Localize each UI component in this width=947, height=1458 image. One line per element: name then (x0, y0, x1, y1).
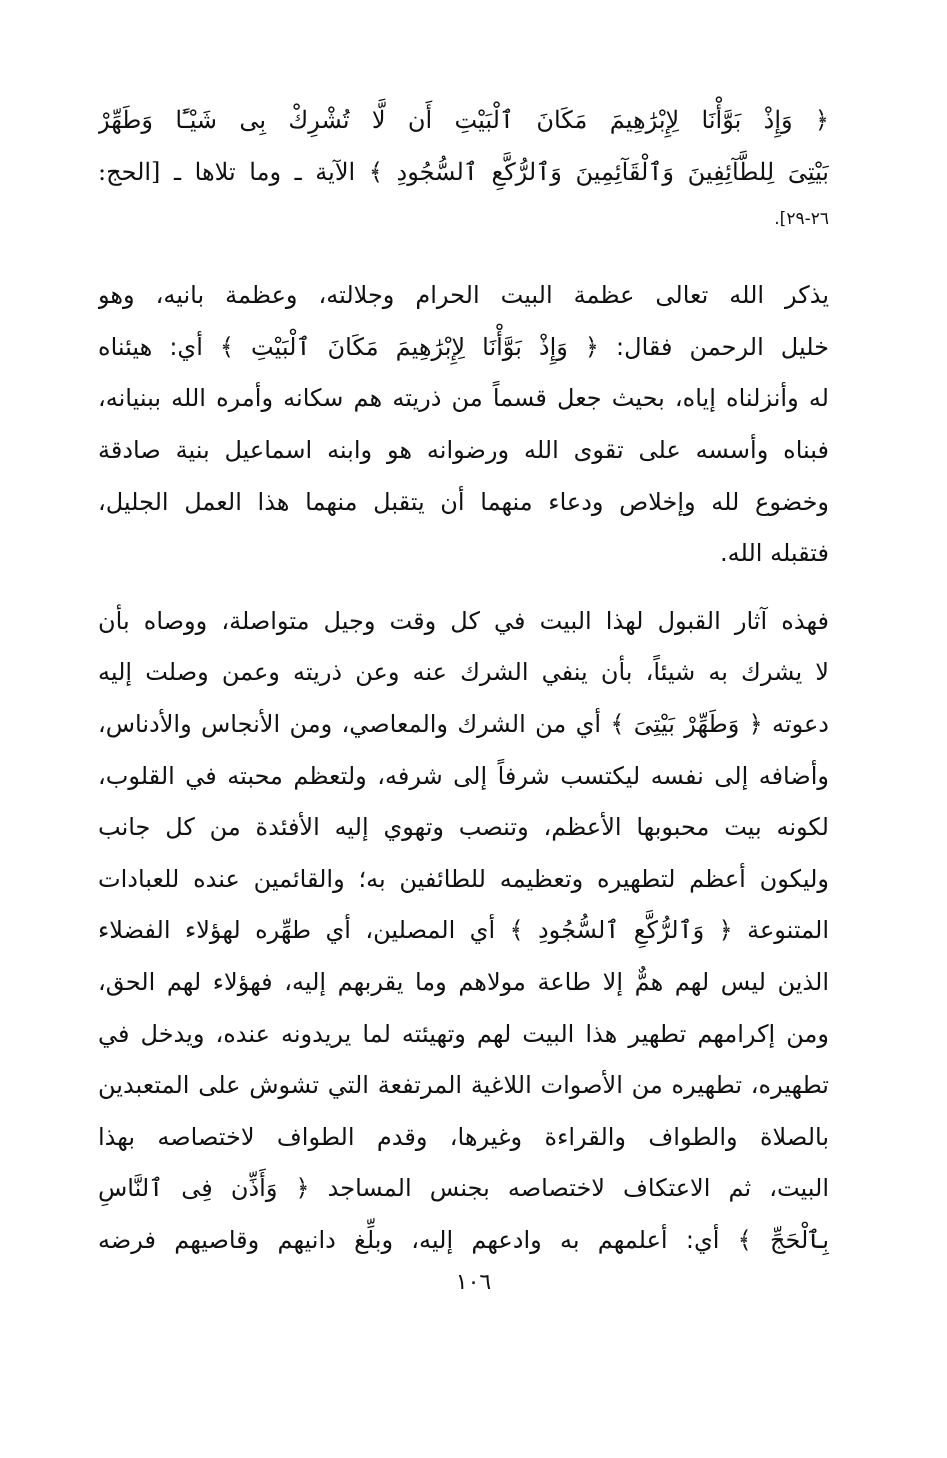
text-line: فهذه آثار القبول لهذا البيت في كل وقت وجيل متواصلة، ووصاه بأن (98, 606, 829, 635)
paragraph-1 (98, 270, 829, 580)
text-line: لكونه بيت محبوبها الأعظم، وتنصب وتهوي إليه الأفئدة من كل جانب (98, 813, 829, 842)
text-line: دعوته ﴿ وَطَهِّرْ بَيْتِىَ ﴾ أي من الشرك والمعاصي، ومن الأنجاس والأدناس، (98, 709, 829, 738)
page-number: ١٠٦ (455, 1270, 492, 1295)
text-line: ومن إكرامهم تطهير هذا البيت لهم وتهيئته لما يريدونه عنده، ويدخل في (98, 1019, 829, 1048)
text-line: بَيْتِىَ لِلطَّآئِفِينَ وَٱلْقَآئِمِينَ وَٱلرُّكَّعِ ٱلسُّجُودِ ﴾ الآية ـ وما تلاها ـ [الحج: (98, 157, 829, 186)
text-line: ﴿ وَإِذْ بَوَّأْنَا لِإِبْرَٰهِيمَ مَكَانَ ٱلْبَيْتِ أَن لَّا تُشْرِكْ بِى شَيْـًٔا وَطَهِّرْ (98, 106, 829, 134)
text-line: بالصلاة والطواف والقراءة وغيرها، وقدم الطواف لاختصاصه بهذا (98, 1122, 829, 1151)
quran-quote-block (98, 95, 829, 240)
text-line: يذكر الله تعالى عظمة البيت الحرام وجلالته، وعظمة بانيه، وهو (98, 281, 829, 310)
text-line: الذين ليس لهم همٌّ إلا طاعة مولاهم وما يقربهم إليه، فهؤلاء لهم الحق، (98, 967, 829, 996)
text-line: البيت، ثم الاعتكاف لاختصاصه بجنس المساجد ﴿ وَأَذِّن فِى ٱلنَّاسِ (98, 1174, 829, 1203)
text-line: فتقبله الله. (720, 539, 829, 568)
text-line: بِٱلْحَجِّ ﴾ أي: أعلمهم به وادعهم إليه، وبلِّغ دانيهم وقاصيهم فرضه (98, 1225, 829, 1254)
text-line: وليكون أعظم لتطهيره وتعظيمه للطائفين به؛ والقائمين عنده للعبادات (98, 864, 829, 893)
text-line: فبناه وأسسه على تقوى الله ورضوانه هو وابنه اسماعيل بنية صادقة (98, 435, 829, 464)
text-line: لا يشرك به شيئاً، بأن ينفي الشرك عنه وعن ذريته وعمن وصلت إليه (98, 658, 829, 687)
citation-line: ٢٦-٢٩]. (774, 209, 829, 230)
text-line: خليل الرحمن فقال: ﴿ وَإِذْ بَوَّأْنَا لِإِبْرَٰهِيمَ مَكَانَ ٱلْبَيْتِ ﴾ أي: هيئناه (98, 332, 829, 361)
text-line: وأضافه إلى نفسه ليكتسب شرفاً إلى شرفه، ولتعظم محبته في القلوب، (98, 761, 829, 790)
text-line: وخضوع لله وإخلاص ودعاء منهما أن يتقبل منهما هذا العمل الجليل، (98, 487, 829, 516)
text-line: المتنوعة ﴿ وَٱلرُّكَّعِ ٱلسُّجُودِ ﴾ أي المصلين، أي طهِّره لهؤلاء الفضلاء (98, 916, 829, 945)
text-line: له وأنزلناه إياه، بحيث جعل قسماً من ذريته هم سكانه وأمره الله ببنيانه، (98, 384, 829, 413)
paragraph-2 (98, 596, 829, 1267)
text-line: تطهيره، تطهيره من الأصوات اللاغية المرتفعة التي تشوش على المتعبدين (98, 1071, 829, 1100)
